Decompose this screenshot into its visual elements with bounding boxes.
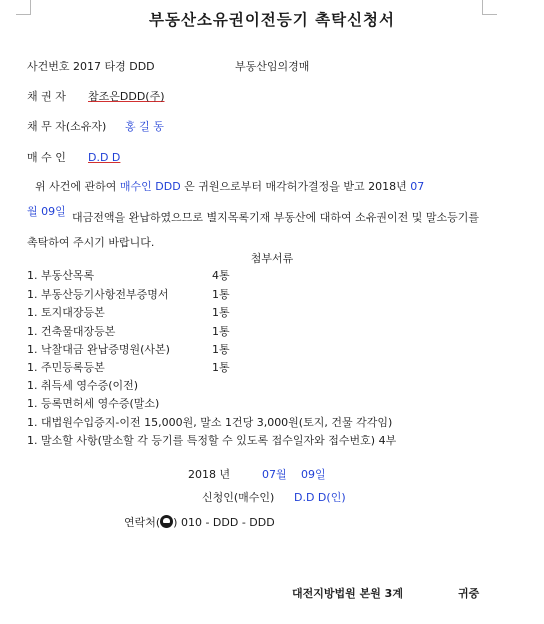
date-day: 09일 — [301, 468, 326, 481]
body-text-lead2: 은 귀원으로부터 매각허가결정을 받고 2018년 — [180, 180, 411, 193]
contact-label-post: ) — [173, 516, 178, 529]
contact-label-pre: 연락처( — [124, 516, 161, 529]
attachments-heading: 첨부서류 — [250, 252, 294, 265]
attachment-name: 1. 부동산등기사항전부증명서 — [27, 288, 169, 301]
date-year: 2018 년 — [188, 468, 231, 481]
buyer-value: D.D D — [88, 151, 121, 164]
attachment-count: 1통 — [212, 361, 230, 374]
date-month: 07월 — [262, 468, 287, 481]
body-date-part1: 07 — [410, 180, 425, 193]
body-date-part2: 월 09일 — [27, 205, 66, 218]
applicant-name: D.D D(인) — [294, 491, 346, 504]
attachment-count: 4통 — [212, 269, 230, 282]
body-line-1 — [35, 180, 424, 194]
attachment-name: 1. 토지대장등본 — [27, 306, 105, 319]
body-line-3: 대금전액을 완납하였으므로 별지목록기재 부동산에 대하여 소유권이전 및 말소등기를 촉탁하여 주시기 바랍니다. — [27, 211, 480, 249]
body-buyer-ref: 매수인 DDD — [119, 180, 181, 193]
debtor-label: 채 무 자(소유자) — [27, 120, 107, 133]
contact-line — [124, 515, 275, 530]
contact-number: 010 - DDD - DDD — [180, 516, 275, 529]
attachment-name: 1. 건축물대장등본 — [27, 325, 116, 338]
attachment-name: 1. 말소할 사항(말소할 각 등기를 특정할 수 있도록 접수일자와 접수번호) 4부 — [27, 434, 397, 447]
attachment-name: 1. 대법원수입증지-이전 15,000원, 말소 1건당 3,000원(토지, 건물 각각임) — [27, 416, 393, 429]
creditor-label: 채 권 자 — [27, 90, 66, 103]
attachment-name: 1. 낙찰대금 완납증명원(사본) — [27, 343, 170, 356]
recipient-court: 대전지방법원 본원 3계 — [292, 587, 403, 600]
attachment-count: 1통 — [212, 288, 230, 301]
attachment-count: 1통 — [212, 325, 230, 338]
phone-icon — [160, 515, 173, 528]
attachment-name: 1. 주민등록등본 — [27, 361, 105, 374]
case-type: 부동산임의경매 — [235, 60, 310, 73]
body-text-lead1: 위 사건에 관하여 — [35, 180, 120, 193]
buyer-label: 매 수 인 — [27, 151, 66, 164]
recipient-suffix: 귀중 — [458, 587, 480, 600]
attachment-name: 1. 취득세 영수증(이전) — [27, 379, 139, 392]
attachment-count: 1통 — [212, 306, 230, 319]
debtor-value: 홍 길 동 — [125, 120, 164, 133]
case-number: 사건번호 2017 타경 DDD — [27, 60, 155, 73]
attachment-name: 1. 등록면허세 영수증(말소) — [27, 397, 160, 410]
document-title: 부동산소유권이전등기 촉탁신청서 — [149, 11, 395, 29]
applicant-label: 신청인(매수인) — [202, 491, 275, 504]
creditor-value: 참조은DDD(주) — [88, 90, 165, 103]
attachment-name: 1. 부동산목록 — [27, 269, 95, 282]
attachment-count: 1통 — [212, 343, 230, 356]
